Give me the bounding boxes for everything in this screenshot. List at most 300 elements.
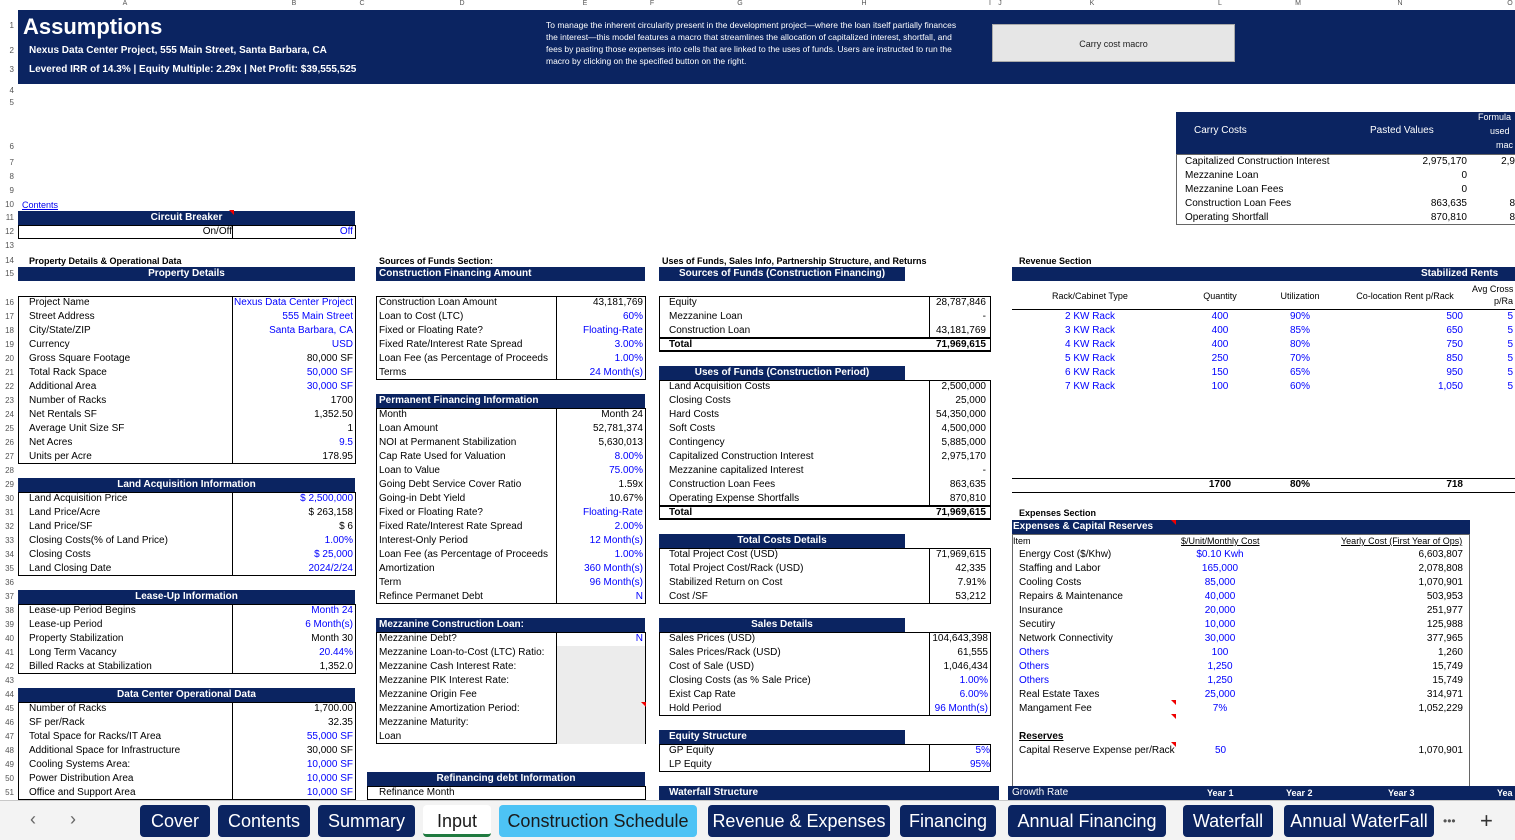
expense-unit-cost[interactable]: 30,000	[1204, 633, 1236, 644]
row-number[interactable]: 20	[5, 354, 14, 363]
tab-contents[interactable]: Contents	[218, 805, 310, 837]
row-number[interactable]: 8	[9, 172, 14, 181]
total-costs-label: Stabilized Return on Cost	[669, 577, 783, 588]
property-section-label: Property Details & Operational Data	[29, 256, 182, 266]
sales-details-value[interactable]: 6.00%	[959, 689, 988, 700]
permanent-financing-label: Cap Rate Used for Valuation	[379, 451, 506, 462]
row-number[interactable]: 7	[9, 158, 14, 167]
uses-of-funds-value[interactable]: 863,635	[949, 479, 986, 490]
permanent-financing-label: Fixed or Floating Rate?	[379, 507, 483, 518]
column-header[interactable]: K	[1089, 0, 1095, 7]
row-number[interactable]: 48	[5, 746, 14, 755]
land-label: Closing Costs(% of Land Price)	[29, 535, 168, 546]
carry-item-formula	[1470, 169, 1515, 183]
expense-item: Cooling Costs	[1019, 577, 1082, 588]
row-number[interactable]: 9	[9, 186, 14, 195]
uses-of-funds-value[interactable]: 25,000	[955, 395, 986, 406]
row-number[interactable]: 21	[5, 368, 14, 377]
expense-item: Energy Cost ($/Khw)	[1019, 549, 1112, 560]
equity-structure-title: Equity Structure	[659, 730, 905, 744]
expense-yearly-cost: 15,749	[1432, 661, 1463, 672]
revenue-total-rent: 718	[1446, 479, 1463, 490]
permanent-financing-value[interactable]: N	[635, 591, 643, 602]
capital-reserve-unit[interactable]: 50	[1215, 745, 1227, 756]
row-number[interactable]: 43	[5, 676, 14, 685]
row-number[interactable]: 36	[5, 578, 14, 587]
permanent-financing-label: Going Debt Service Cover Ratio	[379, 479, 522, 490]
property-value[interactable]: 9.5	[339, 437, 353, 448]
carry-item-value[interactable]: 2,975,170	[1422, 156, 1467, 167]
equity-structure-value[interactable]: 95%	[969, 759, 990, 770]
expense-yearly-cost: 251,977	[1426, 605, 1463, 616]
waterfall-structure-title: Waterfall Structure	[659, 786, 999, 800]
property-title: Property Details	[18, 267, 355, 281]
mezzanine-label: Mezzanine PIK Interest Rate:	[379, 675, 510, 686]
construction-financing-value[interactable]: 60%	[622, 311, 643, 322]
row-number[interactable]: 24	[5, 410, 14, 419]
permanent-financing-value[interactable]: 8.00%	[614, 451, 643, 462]
land-value[interactable]: 1.00%	[324, 535, 353, 546]
sales-details-value[interactable]: 104,643,398	[932, 633, 988, 644]
row-number[interactable]: 45	[5, 704, 14, 713]
permanent-financing-label: Going-in Debt Yield	[379, 493, 466, 504]
formula-label-3: mac	[1496, 140, 1514, 150]
expense-yearly-cost: 377,965	[1426, 633, 1463, 644]
rack-utilization[interactable]: 60%	[1289, 381, 1310, 392]
year-3-label: Year 3	[1388, 788, 1415, 798]
row-number[interactable]: 37	[5, 592, 14, 601]
lease-value[interactable]: 20.44%	[319, 647, 353, 658]
dc-ops-value[interactable]: 10,000 SF	[306, 759, 353, 770]
lease-label: Billed Racks at Stabilization	[29, 661, 152, 672]
expense-yearly-cost: 6,603,807	[1418, 549, 1463, 560]
row-number[interactable]: 18	[5, 326, 14, 335]
dc-ops-value[interactable]: 1,700.00	[314, 703, 353, 714]
capital-reserve-label: Capital Reserve Expense per/Rack	[1019, 745, 1175, 756]
row-number[interactable]: 14	[5, 256, 14, 265]
sources-total-label: Total	[669, 339, 693, 350]
mezzanine-label: Mezzanine Amortization Period:	[379, 703, 520, 714]
expense-unit-cost[interactable]: 25,000	[1204, 689, 1236, 700]
property-label: Units per Acre	[29, 451, 92, 462]
carry-item-value[interactable]: 0	[1461, 170, 1467, 181]
property-value[interactable]: 1,352.50	[314, 409, 353, 420]
expense-item: Repairs & Maintenance	[1019, 591, 1123, 602]
column-header[interactable]: O	[1507, 0, 1513, 7]
expenses-title: Expenses & Capital Reserves	[1012, 520, 1470, 534]
property-label: City/State/ZIP	[29, 325, 91, 336]
more-tabs-icon[interactable]: •••	[1443, 814, 1456, 828]
uses-of-funds-value[interactable]: 5,885,000	[941, 437, 986, 448]
row-number[interactable]: 31	[5, 508, 14, 517]
expenses-year-header: Yearly Cost (First Year of Ops)	[1341, 536, 1463, 546]
rack-type[interactable]: 7 KW Rack	[1064, 381, 1115, 392]
property-value[interactable]: 30,000 SF	[306, 381, 353, 392]
add-sheet-icon[interactable]: +	[1480, 808, 1493, 833]
sources-of-funds-value[interactable]: 43,181,769	[935, 325, 986, 336]
construction-financing-value[interactable]: Floating-Rate	[582, 325, 643, 336]
row-number[interactable]: 28	[5, 466, 14, 475]
property-value[interactable]: Santa Barbara, CA	[269, 325, 353, 336]
uses-of-funds-title: Uses of Funds (Construction Period)	[659, 366, 905, 380]
property-label: Gross Square Footage	[29, 353, 131, 364]
row-number[interactable]: 39	[5, 620, 14, 629]
row-number[interactable]: 35	[5, 564, 14, 573]
rack-avg-cross[interactable]: 5	[1507, 381, 1513, 392]
dc-ops-value[interactable]: 30,000 SF	[306, 745, 353, 756]
rack-type[interactable]: 5 KW Rack	[1064, 353, 1115, 364]
formula-label: Formula	[1478, 112, 1512, 122]
sales-details-value[interactable]: 61,555	[957, 647, 988, 658]
row-number[interactable]: 26	[5, 438, 14, 447]
dc-ops-value[interactable]: 10,000 SF	[306, 787, 353, 798]
sources-of-funds-value[interactable]: -	[982, 311, 986, 322]
land-label: Land Price/Acre	[29, 507, 101, 518]
permanent-financing-value[interactable]: 12 Month(s)	[589, 535, 643, 546]
dc-ops-value[interactable]: 55,000 SF	[306, 731, 353, 742]
row-number[interactable]: 32	[5, 522, 14, 531]
total-costs-value[interactable]: 42,335	[955, 563, 986, 574]
row-number[interactable]: 11	[5, 213, 14, 222]
row-number[interactable]: 40	[5, 634, 14, 643]
rack-rent[interactable]: 950	[1446, 367, 1463, 378]
column-header[interactable]: I	[989, 0, 991, 7]
row-number[interactable]: 34	[5, 550, 14, 559]
land-value[interactable]: $ 6	[339, 521, 353, 532]
row-number[interactable]: 15	[5, 269, 14, 278]
project-metrics: Levered IRR of 14.3% | Equity Multiple: 2.29x | Net Profit: $39,555,525	[29, 64, 357, 75]
column-header[interactable]: L	[1218, 0, 1222, 7]
construction-financing-value[interactable]: 43,181,769	[592, 297, 643, 308]
permanent-financing-value[interactable]: 2.00%	[614, 521, 643, 532]
sales-details-value[interactable]: 1,046,434	[943, 661, 988, 672]
row-number[interactable]: 44	[5, 690, 14, 699]
uses-of-funds-value[interactable]: 54,350,000	[935, 409, 986, 420]
property-label: Currency	[29, 339, 70, 350]
expense-yearly-cost: 15,749	[1432, 675, 1463, 686]
formula-label-2: used	[1490, 126, 1510, 136]
row-number[interactable]: 47	[5, 732, 14, 741]
total-costs-value[interactable]: 53,212	[955, 591, 986, 602]
land-value[interactable]: $ 2,500,000	[300, 493, 353, 504]
sales-details-value[interactable]: 1.00%	[959, 675, 988, 686]
rack-rent[interactable]: 850	[1446, 353, 1463, 364]
mezzanine-label: Mezzanine Debt?	[379, 633, 457, 644]
construction-financing-value[interactable]: 3.00%	[614, 339, 643, 350]
rack-avg-cross[interactable]: 5	[1507, 311, 1513, 322]
expense-unit-cost[interactable]: 1,250	[1207, 675, 1233, 686]
carry-cost-macro-button[interactable]: Carry cost macro	[992, 24, 1235, 62]
row-number[interactable]: 38	[5, 606, 14, 615]
property-value[interactable]: 178.95	[322, 451, 353, 462]
expenses-item-header: Item	[1013, 536, 1031, 546]
uses-total-label: Total	[669, 507, 693, 518]
year-4-label: Yea	[1497, 788, 1513, 798]
rack-utilization[interactable]: 85%	[1289, 325, 1310, 336]
expense-unit-cost[interactable]: 1,250	[1207, 661, 1233, 672]
land-label: Land Closing Date	[29, 563, 112, 574]
mezzanine-label: Mezzanine Origin Fee	[379, 689, 477, 700]
tab-input[interactable]: Input	[423, 805, 491, 837]
rack-rent[interactable]: 750	[1446, 339, 1463, 350]
carry-item-label: Capitalized Construction Interest	[1185, 156, 1330, 167]
land-title: Land Acquisition Information	[18, 478, 355, 492]
property-value[interactable]: 80,000 SF	[306, 353, 353, 364]
carry-item-value[interactable]: 870,810	[1430, 212, 1467, 223]
expenses-section-label: Expenses Section	[1019, 508, 1097, 518]
permanent-financing-value[interactable]: 1.00%	[614, 549, 643, 560]
column-header[interactable]: M	[1295, 0, 1301, 7]
lease-value[interactable]: Month 24	[311, 605, 353, 616]
rack-rent[interactable]: 650	[1446, 325, 1463, 336]
reserves-title: Reserves	[1019, 731, 1064, 742]
circuit-breaker-value[interactable]: Off	[339, 226, 353, 237]
equity-structure-value[interactable]: 5%	[975, 745, 990, 756]
uses-of-funds-value[interactable]: 870,810	[949, 493, 986, 504]
row-number[interactable]: 22	[5, 382, 14, 391]
permanent-financing-value[interactable]: 75.00%	[609, 465, 643, 476]
scroll-right-icon[interactable]: ›	[70, 809, 76, 829]
lease-value[interactable]: 6 Month(s)	[305, 619, 353, 630]
sales-details-label: Closing Costs (as % Sale Price)	[669, 675, 811, 686]
row-number[interactable]: 49	[5, 760, 14, 769]
property-value[interactable]: 1700	[330, 395, 353, 406]
expense-unit-cost[interactable]: $0.10 Kwh	[1196, 549, 1244, 560]
avg-cross-header-2: p/Ra	[1494, 296, 1514, 306]
mezzanine-disabled-area	[557, 646, 645, 744]
expense-unit-cost[interactable]: 10,000	[1204, 619, 1236, 630]
rack-avg-cross[interactable]: 5	[1507, 339, 1513, 350]
construction-financing-value[interactable]: 1.00%	[614, 353, 643, 364]
dc-ops-value[interactable]: 10,000 SF	[306, 773, 353, 784]
dc-ops-value[interactable]: 32.35	[327, 717, 353, 728]
permanent-financing-value[interactable]: Month 24	[601, 409, 643, 420]
expense-item: Insurance	[1019, 605, 1063, 616]
row-number[interactable]: 23	[5, 396, 14, 405]
rack-quantity[interactable]: 100	[1211, 381, 1229, 392]
rack-quantity[interactable]: 400	[1211, 311, 1229, 322]
row-number[interactable]: 5	[9, 98, 14, 107]
permanent-financing-value[interactable]: 10.67%	[609, 493, 643, 504]
rack-rent[interactable]: 500	[1446, 311, 1463, 322]
rack-type[interactable]: 2 KW Rack	[1064, 311, 1115, 322]
carry-item-value[interactable]: 863,635	[1430, 198, 1467, 209]
column-header[interactable]: C	[359, 0, 365, 7]
property-value[interactable]: 555 Main Street	[282, 311, 353, 322]
rack-avg-cross[interactable]: 5	[1507, 353, 1513, 364]
row-number[interactable]: 10	[5, 200, 14, 209]
total-costs-label: Total Project Cost (USD)	[669, 549, 778, 560]
row-number[interactable]: 50	[5, 774, 14, 783]
rent-header: Co-location Rent p/Rack	[1356, 291, 1454, 301]
row-number[interactable]: 3	[9, 65, 14, 74]
column-header[interactable]: G	[737, 0, 743, 7]
mezzanine-value[interactable]: N	[635, 633, 643, 644]
growth-rate-header	[1008, 786, 1515, 800]
dc-ops-label: Total Space for Racks/IT Area	[29, 731, 162, 742]
lease-value[interactable]: 1,352.0	[319, 661, 353, 672]
land-value[interactable]: $ 25,000	[314, 549, 353, 560]
property-value[interactable]: USD	[331, 339, 353, 350]
rack-avg-cross[interactable]: 5	[1507, 325, 1513, 336]
property-label: Additional Area	[29, 381, 97, 392]
row-number[interactable]: 2	[9, 46, 14, 55]
uses-of-funds-value[interactable]: 2,975,170	[941, 451, 986, 462]
expense-yearly-cost: 1,070,901	[1418, 577, 1463, 588]
row-number[interactable]: 1	[9, 21, 14, 30]
rack-type[interactable]: 3 KW Rack	[1064, 325, 1115, 336]
permanent-financing-value[interactable]: 1.59x	[618, 479, 643, 490]
rack-type-header: Rack/Cabinet Type	[1052, 291, 1128, 301]
row-number[interactable]: 42	[5, 662, 14, 671]
sheet-tab-bar	[0, 800, 1515, 840]
construction-financing-label: Terms	[379, 367, 407, 378]
column-header[interactable]: N	[1397, 0, 1403, 7]
sources-of-funds-title: Sources of Funds (Construction Financing)	[659, 267, 905, 281]
permanent-financing-value[interactable]: 52,781,374	[592, 423, 643, 434]
project-subtitle: Nexus Data Center Project, 555 Main Street, Santa Barbara, CA	[29, 45, 327, 56]
dc-ops-label: Number of Racks	[29, 703, 107, 714]
permanent-financing-label: Month	[379, 409, 407, 420]
expense-item: Others	[1019, 675, 1050, 686]
expense-unit-cost[interactable]: 85,000	[1204, 577, 1236, 588]
tab-annual-financing[interactable]: Annual Financing	[1008, 805, 1166, 837]
construction-financing-label: Loan Fee (as Percentage of Proceeds	[379, 353, 548, 364]
mezzanine-label: Loan	[379, 731, 402, 742]
scroll-left-icon[interactable]: ‹	[30, 809, 36, 829]
row-number[interactable]: 25	[5, 424, 14, 433]
row-number[interactable]: 27	[5, 452, 14, 461]
property-value[interactable]: Nexus Data Center Project	[234, 297, 353, 308]
expense-unit-cost[interactable]: 7%	[1212, 703, 1228, 714]
tab-summary[interactable]: Summary	[318, 805, 415, 837]
expense-yearly-cost: 314,971	[1426, 689, 1463, 700]
column-header[interactable]: H	[861, 0, 867, 7]
row-number[interactable]: 30	[5, 494, 14, 503]
column-header[interactable]: A	[122, 0, 128, 7]
expense-unit-cost[interactable]: 165,000	[1201, 563, 1239, 574]
rack-rent[interactable]: 1,050	[1437, 381, 1463, 392]
dc-ops-label: SF per/Rack	[29, 717, 85, 728]
property-value[interactable]: 1	[347, 423, 353, 434]
rack-quantity[interactable]: 250	[1211, 353, 1229, 364]
column-header[interactable]: B	[291, 0, 297, 7]
uses-of-funds-label: Construction Loan Fees	[669, 479, 776, 490]
row-number[interactable]: 51	[5, 788, 14, 797]
rack-utilization[interactable]: 70%	[1289, 353, 1310, 364]
lease-label: Lease-up Period	[29, 619, 103, 630]
total-costs-value[interactable]: 7.91%	[957, 577, 986, 588]
rack-quantity[interactable]: 400	[1211, 325, 1229, 336]
expense-yearly-cost: 1,260	[1437, 647, 1463, 658]
contents-link[interactable]: Contents	[22, 200, 59, 210]
tab-construction-schedule[interactable]: Construction Schedule	[499, 805, 697, 837]
permanent-financing-value[interactable]: 360 Month(s)	[584, 563, 643, 574]
construction-financing-label: Construction Loan Amount	[379, 297, 497, 308]
rack-type[interactable]: 4 KW Rack	[1064, 339, 1115, 350]
rack-avg-cross[interactable]: 5	[1507, 367, 1513, 378]
permanent-financing-label: Loan Fee (as Percentage of Proceeds	[379, 549, 548, 560]
expense-unit-cost[interactable]: 100	[1211, 647, 1229, 658]
land-value[interactable]: $ 263,158	[308, 507, 353, 518]
uses-of-funds-value[interactable]: 2,500,000	[941, 381, 986, 392]
row-number[interactable]: 46	[5, 718, 14, 727]
row-number[interactable]: 6	[9, 142, 14, 151]
total-costs-value[interactable]: 71,969,615	[935, 549, 986, 560]
uses-of-funds-value[interactable]: 4,500,000	[941, 423, 986, 434]
tab-financing[interactable]: Financing	[900, 805, 996, 837]
tab-revenue-expenses[interactable]: Revenue & Expenses	[708, 805, 890, 837]
utilization-header: Utilization	[1280, 291, 1320, 301]
rack-utilization[interactable]: 80%	[1289, 339, 1310, 350]
carry-item-value[interactable]: 0	[1461, 184, 1467, 195]
sales-details-label: Sales Prices (USD)	[669, 633, 756, 644]
tab-annual-waterfall[interactable]: Annual WaterFall	[1284, 805, 1434, 837]
uses-of-funds-value[interactable]: -	[982, 465, 986, 476]
expense-unit-cost[interactable]: 20,000	[1204, 605, 1236, 616]
sources-of-funds-value[interactable]: 28,787,846	[935, 297, 986, 308]
lease-value[interactable]: Month 30	[311, 633, 353, 644]
tab-cover[interactable]: Cover	[140, 805, 210, 837]
sales-details-value[interactable]: 96 Month(s)	[934, 703, 988, 714]
row-number[interactable]: 12	[5, 227, 14, 236]
row-number[interactable]: 33	[5, 536, 14, 545]
rack-quantity[interactable]: 150	[1211, 367, 1229, 378]
row-number[interactable]: 17	[5, 312, 14, 321]
column-header[interactable]: F	[649, 0, 655, 7]
carry-item-label: Mezzanine Loan Fees	[1185, 184, 1284, 195]
column-header[interactable]: D	[459, 0, 465, 7]
permanent-financing-value[interactable]: 5,630,013	[598, 437, 643, 448]
row-number[interactable]: 29	[5, 480, 14, 489]
sales-details-label: Sales Prices/Rack (USD)	[669, 647, 781, 658]
property-label: Project Name	[29, 297, 90, 308]
uses-of-funds-label: Capitalized Construction Interest	[669, 451, 814, 462]
expense-item: Network Connectivity	[1019, 633, 1113, 644]
expense-yearly-cost: 503,953	[1426, 591, 1463, 602]
rack-quantity[interactable]: 400	[1211, 339, 1229, 350]
row-number[interactable]: 4	[9, 86, 14, 95]
rack-utilization[interactable]: 90%	[1289, 311, 1310, 322]
permanent-financing-value[interactable]: Floating-Rate	[582, 507, 643, 518]
property-label: Total Rack Space	[29, 367, 107, 378]
permanent-financing-value[interactable]: 96 Month(s)	[589, 577, 643, 588]
tab-waterfall[interactable]: Waterfall	[1183, 805, 1273, 837]
permanent-financing-label: Loan to Value	[379, 465, 440, 476]
land-value[interactable]: 2024/2/24	[308, 563, 353, 574]
row-number[interactable]: 41	[5, 648, 14, 657]
row-number[interactable]: 16	[5, 298, 14, 307]
row-number[interactable]: 19	[5, 340, 14, 349]
construction-financing-value[interactable]: 24 Month(s)	[589, 367, 643, 378]
carry-item-formula	[1470, 183, 1515, 197]
uses-of-funds-label: Operating Expense Shortfalls	[669, 493, 800, 504]
expense-item: Others	[1019, 661, 1050, 672]
carry-item-formula: 8	[1509, 212, 1515, 223]
column-header[interactable]: E	[582, 0, 588, 7]
sales-details-label: Hold Period	[669, 703, 722, 714]
permanent-financing-label: Interest-Only Period	[379, 535, 468, 546]
rack-type[interactable]: 6 KW Rack	[1064, 367, 1115, 378]
rack-utilization[interactable]: 65%	[1289, 367, 1310, 378]
row-number[interactable]: 13	[5, 241, 14, 250]
column-header[interactable]: J	[998, 0, 1002, 7]
property-value[interactable]: 50,000 SF	[306, 367, 353, 378]
sales-details-label: Exist Cap Rate	[669, 689, 736, 700]
expense-unit-cost[interactable]: 40,000	[1204, 591, 1236, 602]
revenue-section-label: Revenue Section	[1019, 256, 1092, 266]
total-costs-label: Total Project Cost/Rack (USD)	[669, 563, 804, 574]
